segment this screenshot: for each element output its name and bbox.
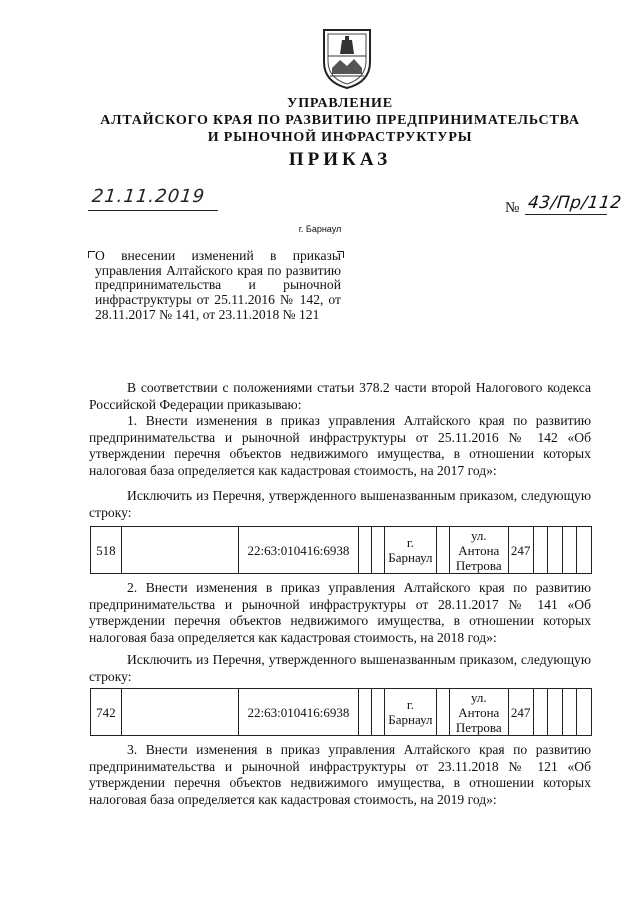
empty-cell [548,689,563,736]
order-date: 21.11.2019 [90,186,207,207]
cadastral-number: 22:63:010416:6938 [238,689,358,736]
empty-cell [371,689,384,736]
item-3-paragraph: 3. Внести изменения в приказ управления Алтайского края по развитию предпринимательства и рыночной инфраструктуры от 23.11.2018 № 121 «Об утверждении перечня объектов недвижимого имущества, в отношении которых налоговая база определяется как кадастровая стоимость, на 2019 год»: [89,742,591,807]
document-title: ПРИКАЗ [288,149,392,170]
table-row [91,689,592,736]
org-name-line-1: УПРАВЛЕНИЕ [287,96,393,111]
excluded-row-table-2 [90,688,592,736]
empty-cell [437,527,450,574]
intro-paragraph: В соответствии с положениями статьи 378.2 части второй Налогового кодекса Российской Федерации приказываю: [89,380,591,412]
city-label: г. Барнаул [298,224,342,234]
empty-cell [359,689,372,736]
order-subject: О внесении изменений в приказы управления Алтайского края по развитию предпринимательства и рыночной инфраструктуры от 25.11.2016 № 142, от 28.11.2017 № 141, от 23.11.2018 № 121 [95,248,341,322]
empty-cell [359,527,372,574]
empty-cell [533,689,548,736]
empty-cell [577,527,592,574]
item-1-paragraph: 1. Внести изменения в приказ управления Алтайского края по развитию предпринимательства и рыночной инфраструктуры от 25.11.2016 № 142 «Об утверждении перечня объектов недвижимого имущества, в отношении которых налоговая база определяется как кадастровая стоимость, на 2017 год»: [89,413,591,478]
empty-cell [562,689,577,736]
house-cell: 247 [508,689,533,736]
org-name-line-3: И РЫНОЧНОЙ ИНФРАСТРУКТУРЫ [207,130,473,145]
number-underline [525,214,607,215]
empty-cell [121,689,238,736]
empty-cell [533,527,548,574]
order-number: 43/Пр/112 [526,193,623,213]
date-underline [88,210,218,211]
number-label: № [505,200,520,216]
subject-bracket-left [88,251,95,258]
empty-cell [577,689,592,736]
empty-cell [562,527,577,574]
excluded-row-table-1 [90,526,592,574]
city-cell: г. Барнаул [384,689,437,736]
street-cell: ул. Антона Петрова [449,527,508,574]
item-2-exclude-text: Исключить из Перечня, утвержденного вышеназванным приказом, следующую строку: [89,652,591,684]
empty-cell [121,527,238,574]
item-1-exclude-text: Исключить из Перечня, утвержденного вышеназванным приказом, следующую строку: [89,488,591,520]
row-number: 742 [91,689,122,736]
org-name-line-2: АЛТАЙСКОГО КРАЯ ПО РАЗВИТИЮ ПРЕДПРИНИМАТЕЛЬСТВА [100,113,580,128]
coat-of-arms-emblem [320,24,374,90]
city-cell: г. Барнаул [384,527,437,574]
cadastral-number: 22:63:010416:6938 [238,527,358,574]
item-2-paragraph: 2. Внести изменения в приказ управления Алтайского края по развитию предпринимательства и рыночной инфраструктуры от 28.11.2017 № 141 «Об утверждении перечня объектов недвижимого имущества, в отношении которых налоговая база определяется как кадастровая стоимость, на 2018 год»: [89,580,591,645]
house-cell: 247 [508,527,533,574]
empty-cell [437,689,450,736]
empty-cell [371,527,384,574]
row-number: 518 [91,527,122,574]
table-row [91,527,592,574]
street-cell: ул. Антона Петрова [449,689,508,736]
empty-cell [548,527,563,574]
